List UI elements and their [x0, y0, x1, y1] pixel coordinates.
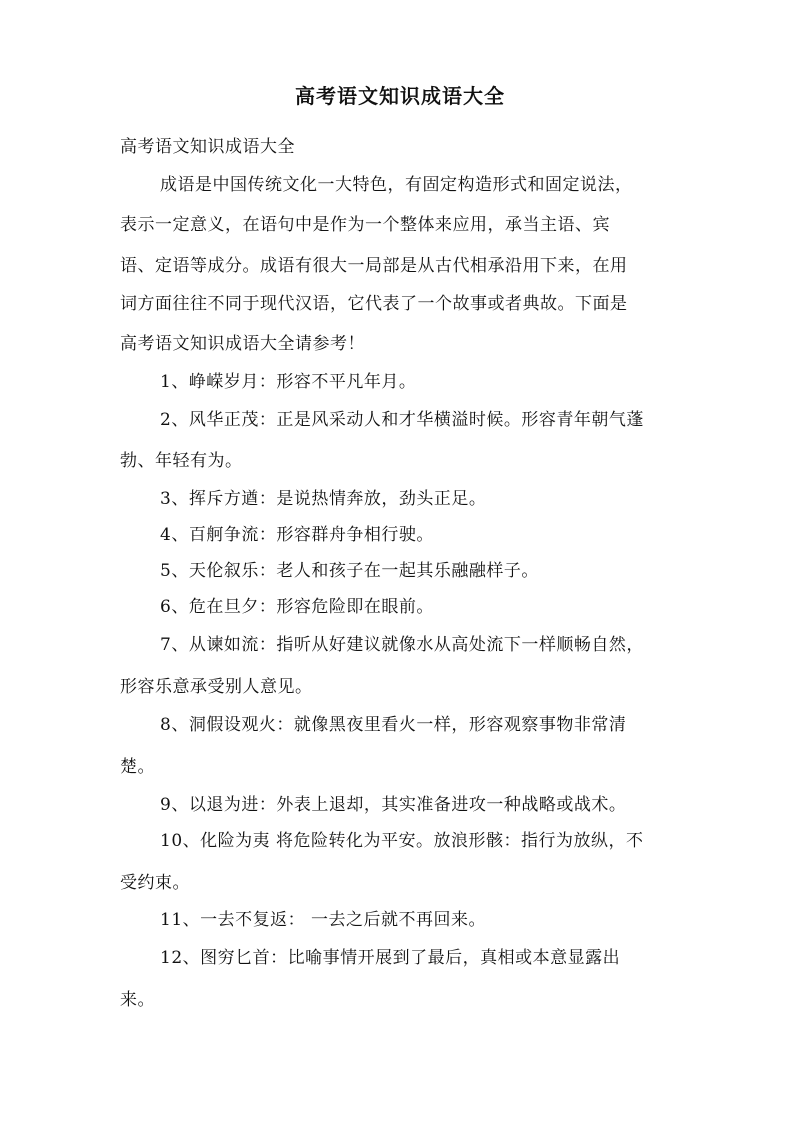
- list-item: 1、峥嵘岁月：形容不平凡年月。: [160, 372, 417, 392]
- list-item: 3、挥斥方遒：是说热情奔放，劲头正足。: [160, 489, 487, 509]
- list-item: 2、风华正茂：正是风采动人和才华横溢时候。形容青年朝气蓬: [160, 410, 644, 430]
- list-item: 11、一去不复返： 一去之后就不再回来。: [160, 910, 487, 930]
- document-subtitle: 高考语文知识成语大全: [120, 137, 295, 157]
- paragraph-line: 语、定语等成分。成语有很大一局部是从古代相承沿用下来，在用: [120, 256, 628, 276]
- list-item: 8、洞假设观火：就像黑夜里看火一样，形容观察事物非常清: [160, 715, 627, 735]
- list-item: 5、天伦叙乐：老人和孩子在一起其乐融融样子。: [160, 561, 539, 581]
- list-item-continuation: 楚。: [120, 757, 155, 777]
- paragraph-line: 表示一定意义，在语句中是作为一个整体来应用，承当主语、宾: [120, 215, 610, 235]
- list-item: 4、百舸争流：形容群舟争相行驶。: [160, 525, 434, 545]
- list-item-continuation: 受约束。: [120, 873, 190, 893]
- list-item: 6、危在旦夕：形容危险即在眼前。: [160, 597, 434, 617]
- list-item-continuation: 来。: [120, 990, 155, 1010]
- list-item-continuation: 形容乐意承受别人意见。: [120, 677, 313, 697]
- list-item-continuation: 勃、年轻有为。: [120, 451, 243, 471]
- paragraph-line: 成语是中国传统文化一大特色，有固定构造形式和固定说法，: [160, 175, 633, 195]
- paragraph-line: 高考语文知识成语大全请参考！: [120, 334, 365, 354]
- list-item: 7、从谏如流：指听从好建议就像水从高处流下一样顺畅自然，: [160, 635, 644, 655]
- paragraph-line: 词方面往往不同于现代汉语，它代表了一个故事或者典故。下面是: [120, 294, 628, 314]
- list-item: 12、图穷匕首：比喻事情开展到了最后，真相或本意显露出: [160, 948, 621, 968]
- list-item: 10、化险为夷 将危险转化为平安。放浪形骸：指行为放纵，不: [160, 831, 644, 851]
- list-item: 9、以退为进：外表上退却，其实准备进攻一种战略或战术。: [160, 795, 627, 815]
- document-title: 高考语文知识成语大全: [295, 84, 505, 108]
